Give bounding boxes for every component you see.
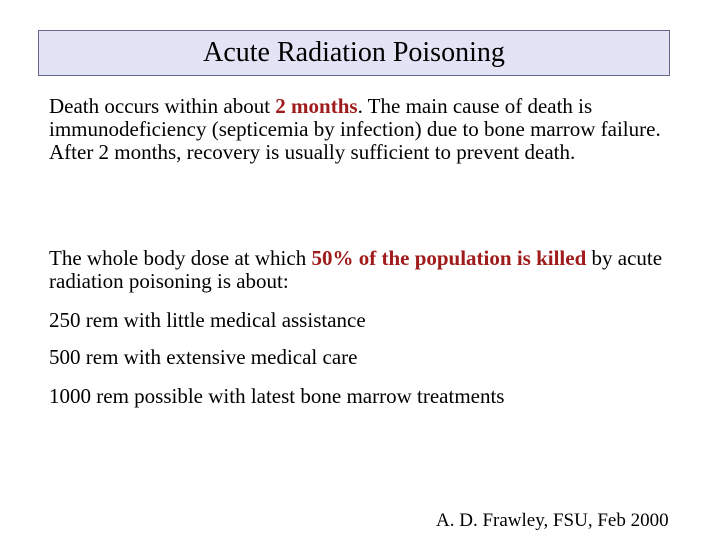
lethal-dose-paragraph xyxy=(49,247,699,293)
paragraph2-text-after: by acute radiation poisoning is about: xyxy=(49,246,663,293)
footer-credit: A. D. Frawley, FSU, Feb 2000 xyxy=(436,510,669,531)
paragraph1-highlight: 2 months xyxy=(275,94,358,118)
dose-line-250: 250 rem with little medical assistance xyxy=(49,308,366,332)
paragraph1-text-before: Death occurs within about xyxy=(49,94,276,118)
dose-line-1000: 1000 rem possible with latest bone marrow treatments xyxy=(49,384,505,408)
death-timeline-paragraph xyxy=(49,95,699,164)
paragraph1-text-after: . The main cause of death is immunodeficiency (septicemia by infection) due to bone marrow failure. After 2 months, recovery is usually sufficient to prevent death. xyxy=(49,94,661,164)
slide-title: Acute Radiation Poisoning xyxy=(203,37,505,68)
paragraph2-highlight: 50% of the population is killed xyxy=(311,246,587,270)
paragraph2-text-before: The whole body dose at which xyxy=(49,246,312,270)
slide-title-box xyxy=(38,30,670,76)
dose-line-500: 500 rem with extensive medical care xyxy=(49,345,358,369)
